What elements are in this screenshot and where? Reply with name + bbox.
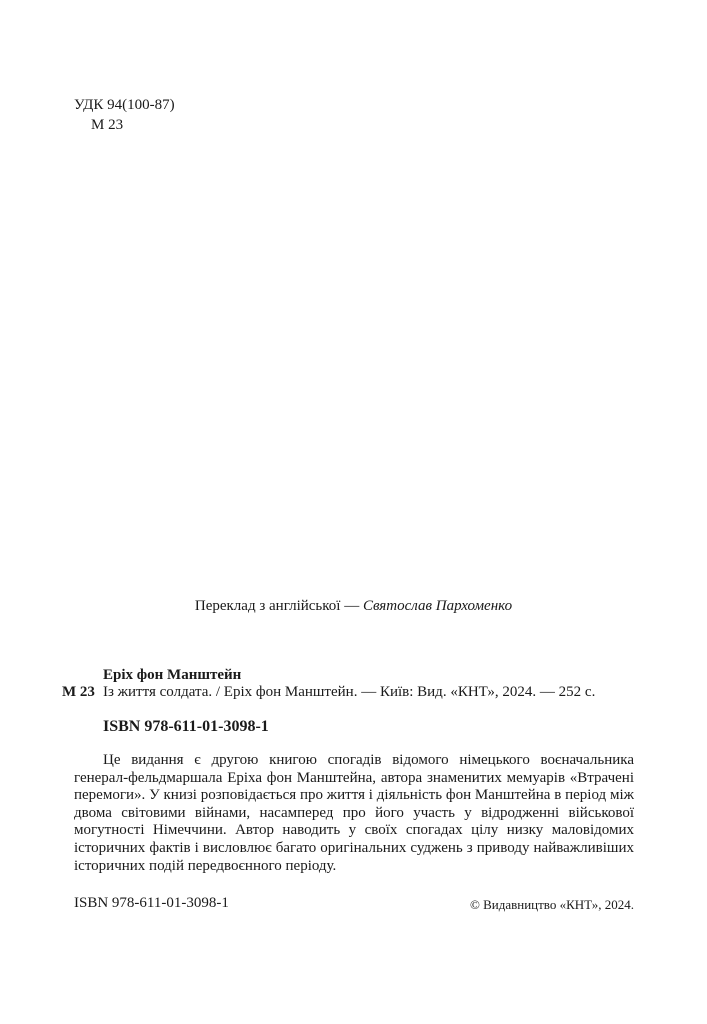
author-mark: М 23 [91, 117, 124, 133]
udk-code: УДК 94(100-87) [74, 97, 175, 113]
translator-name: Святослав Пархоменко [362, 598, 513, 614]
copyright-notice: © Видавництво «КНТ», 2024. [469, 897, 634, 912]
catalog-isbn: ISBN 978-611-01-3098-1 [103, 718, 269, 735]
translation-prefix: Переклад з англійської — [194, 598, 363, 614]
udk-block [74, 95, 175, 135]
catalog-author: Еріх фон Манштейн [103, 667, 242, 683]
annotation-paragraph: Це видання є другою книгою спогадів відомого німецького воєначальника генерал-фельдмаршала Еріха фон Манштейна, автора знаменитих мемуарів «Втрачені перемоги». У книзі розповідається про життя і діяльність фон Манштейна в період між двома світовими війнами, насамперед про його участь у відродженні військової могутності Німеччини. Автор наводить у своїх спогадах цілу низку маловідомих історичних фактів і висловлює багато оригінальних суджень з приводу найважливіших історичних подій передвоєнного періоду. [74, 752, 634, 874]
catalog-code: М 23 [62, 684, 95, 700]
translation-credit [0, 598, 707, 615]
footer-isbn: ISBN 978-611-01-3098-1 [74, 895, 229, 911]
bibliographic-line: Із життя солдата. / Еріх фон Манштейн. — Київ: Вид. «КНТ», 2024. — 252 с. [103, 684, 596, 700]
